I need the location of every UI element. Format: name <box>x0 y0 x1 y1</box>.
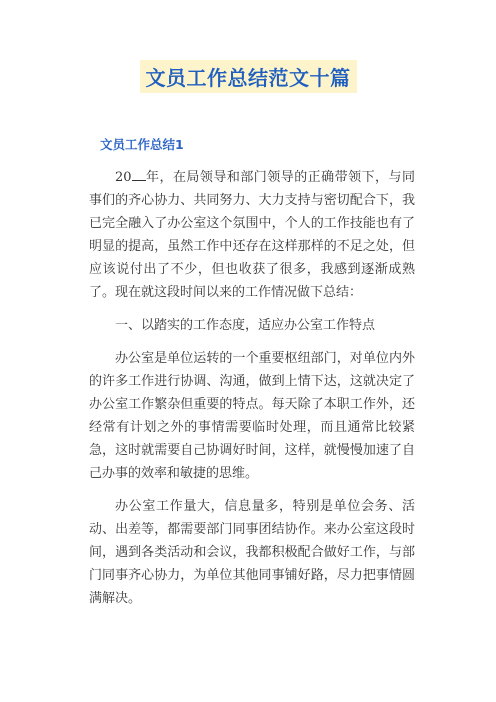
paragraph-1 <box>89 166 415 304</box>
section-heading: 文员工作总结1 <box>100 137 184 152</box>
document-title <box>0 60 496 93</box>
paragraph-4: 办公室工作量大，信息量多，特别是单位会务、活动、出差等，都需要部门同事团结协作。来办公室这段时间，遇到各类活动和会议，我都积极配合做好工作，与部门同事齐心协力，为单位其他同事铺好路，尽力把事情圆满解决。 <box>89 499 415 606</box>
paragraph-1-year: 20 <box>115 170 132 185</box>
paragraph-3: 办公室是单位运转的一个重要枢纽部门，对单位内外的许多工作进行协调、沟通，做到上情下达，这就决定了办公室工作繁杂但重要的特点。每天除了本职工作外，还经常有计划之外的事情需要临时处理，而且通常比较紧急，这时就需要自己协调好时间，这样，就慢慢加速了自己办事的效率和敏捷的思维。 <box>89 351 415 481</box>
document-title-text: 文员工作总结范文十篇 <box>140 60 357 93</box>
document-body <box>89 166 415 620</box>
paragraph-1-text: 年，在局领导和部门领导的正确带领下，与同事们的齐心协力、共同努力、大力支持与密切配合下，我已完全融入了办公室这个氛围中，个人的工作技能也有了明显的提高，虽然工作中还存在这样那样的不足之处，但应该说付出了不少，但也收获了很多，我感到逐渐成熟了。现在就这段时间以来的工作情况做下总结： <box>89 170 415 300</box>
paragraph-2: 一、以踏实的工作态度，适应办公室工作特点 <box>115 318 376 333</box>
blank-underline <box>132 168 146 181</box>
